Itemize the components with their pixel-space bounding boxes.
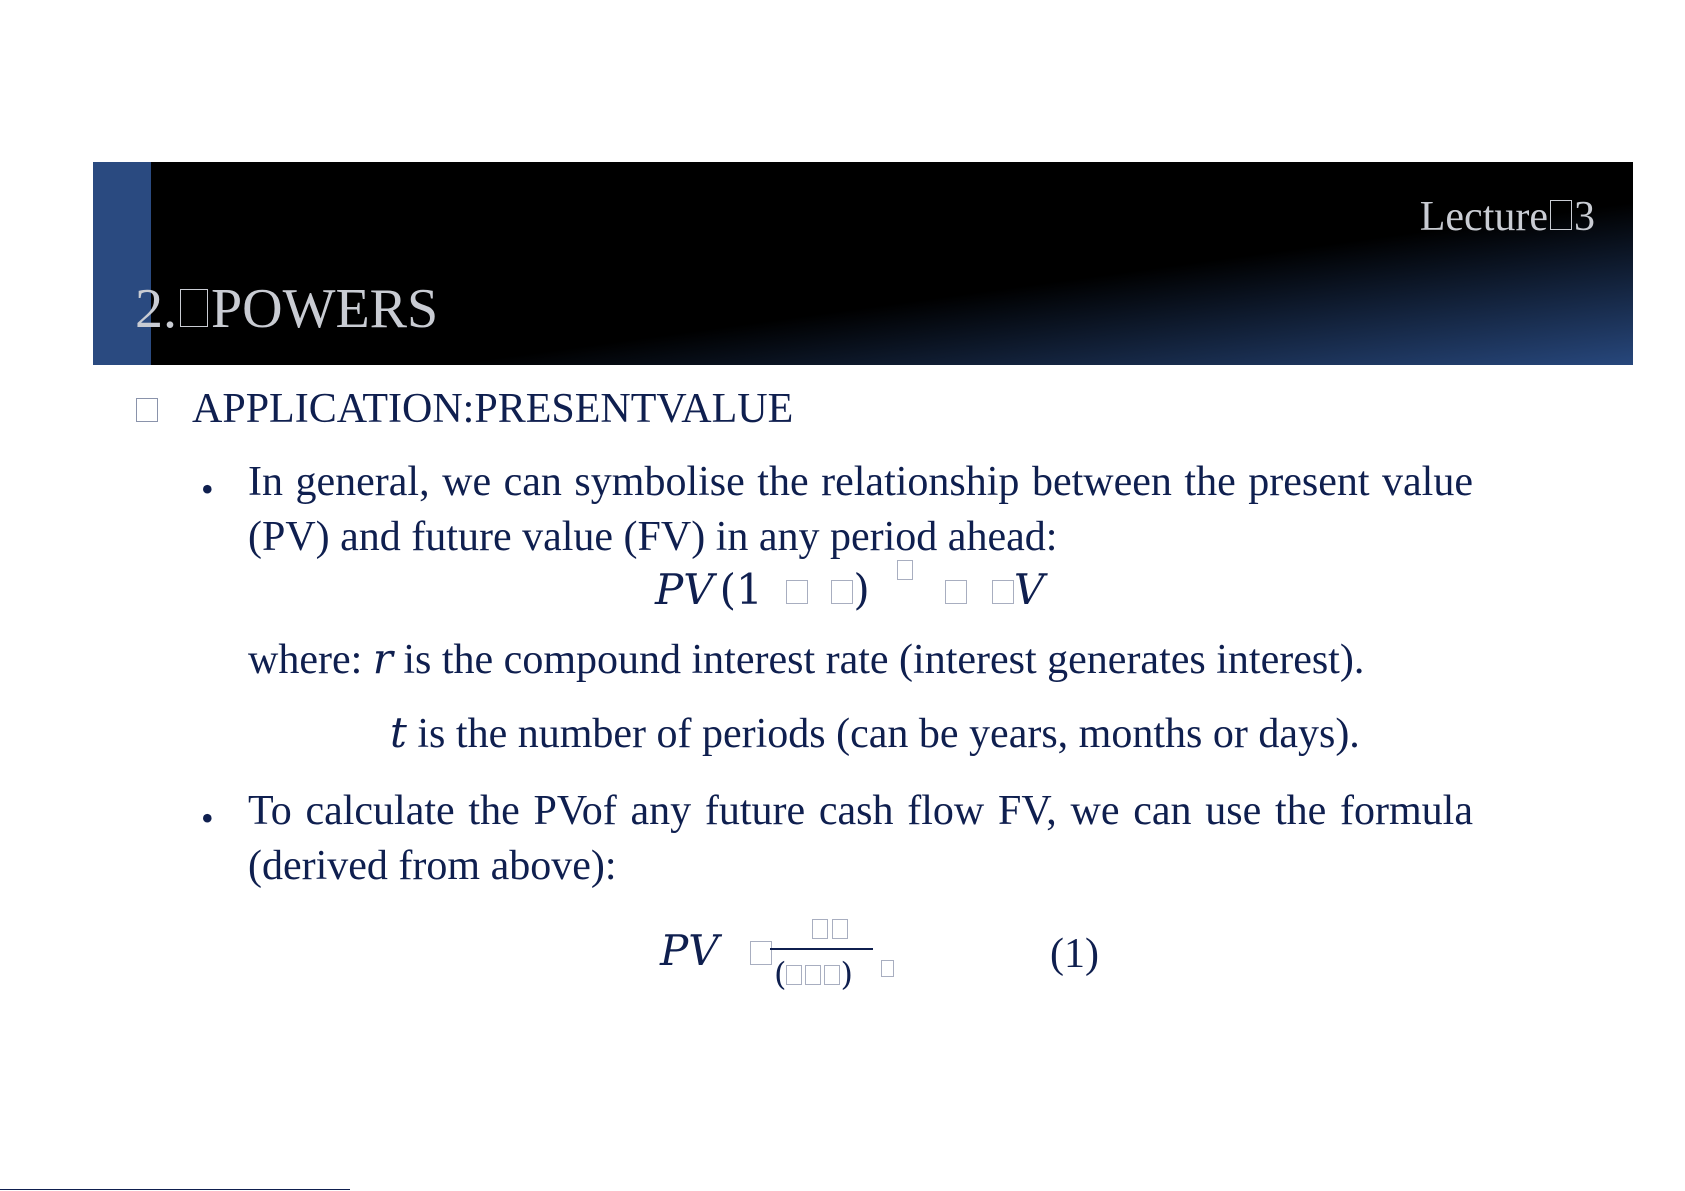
missing-glyph-icon [945,580,967,604]
eq1-close: ) [853,565,870,614]
r-variable: r [372,634,393,683]
bullet-dot-icon: • [201,469,214,509]
title-text: POWERS [211,278,439,340]
eq1-open: (1 [719,565,763,614]
missing-glyph-icon [831,580,853,604]
equation-number: (1) [1050,931,1099,977]
missing-glyph-icon [832,919,848,939]
footnote-rule [0,1189,350,1190]
t-description: is the number of periods (can be years, months or days). [406,711,1360,757]
eq2-den-close: ) [840,955,853,993]
bullet-paragraph-1: In general, we can symbolise the relationship between the present value (PV) and future value (FV) in any period ahead: [248,459,1473,560]
fraction-bar [770,948,873,950]
where-prefix: where: [248,637,373,683]
eq2-numerator [812,912,848,947]
missing-glyph-icon [786,965,802,985]
missing-glyph-icon [786,580,808,604]
missing-glyph-icon [180,289,208,327]
lecture-number: 3 [1574,194,1595,240]
t-variable: t [390,708,407,757]
section-heading-text: APPLICATION:PRESENTVALUE [192,386,794,432]
missing-glyph-icon [1550,200,1572,230]
title-number: 2. [135,278,177,340]
eq2-denominator [774,955,894,993]
equation-pv-lhs [660,926,772,975]
missing-glyph-icon [881,960,894,977]
eq2-lhs: PV [660,926,719,975]
lecture-label [1420,193,1595,241]
lecture-word: Lecture [1419,194,1548,240]
where-line-r [248,631,1473,688]
bullet-dot-icon: • [201,798,214,838]
missing-glyph-icon [750,941,772,965]
where-line-t [390,705,1490,762]
missing-glyph-icon [824,965,840,985]
missing-glyph-icon [805,965,821,985]
page-title [135,277,438,341]
eq2-den-open: ( [774,955,787,993]
missing-glyph-icon [992,580,1014,604]
missing-glyph-icon [812,919,828,939]
equation-fv [655,565,1044,614]
section-heading [136,385,793,433]
eq1-lhs: PV [655,565,714,614]
bullet-paragraph-2: To calculate the PVof any future cash flow FV, we can use the formula (derived from above): [248,788,1473,889]
r-description: is the compound interest rate (interest generates interest). [392,637,1365,683]
eq1-rhs-var: V [1013,565,1045,614]
checkbox-bullet-icon [136,398,158,422]
missing-glyph-icon [897,560,913,580]
